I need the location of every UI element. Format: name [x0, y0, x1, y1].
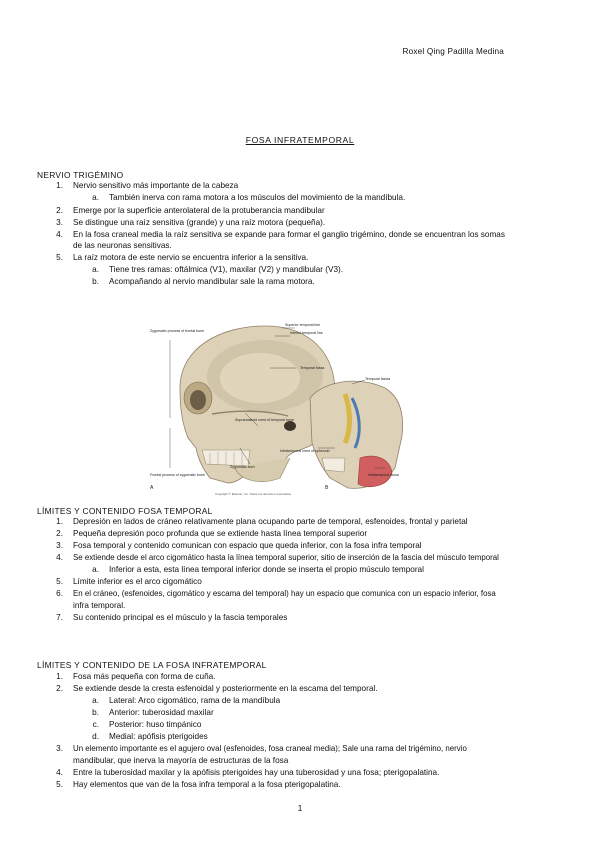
label-superior-temporal-line: Superior temporal line [285, 323, 321, 327]
item-text: En la fosa craneal media la raíz sensitiva se expande para formar el ganglio trigémino, donde se encuentran los somas [73, 230, 505, 239]
page-number: 1 [297, 804, 303, 813]
item-text: Entre la tuberosidad maxilar y la apófisis pterigoides hay una tuberosidad y una fosa; pterigopalatina. [73, 768, 440, 777]
label-inferior-temporal-line: Inferior temporal line [290, 331, 323, 335]
document-title: FOSA INFRATEMPORAL [245, 135, 355, 145]
subitem-text: Inferior a esta, esta línea temporal inferior donde se inserta el propio músculo temporal [109, 565, 424, 574]
item-number: 5. [56, 577, 63, 586]
subitem-text: Anterior: tuberosidad maxilar [109, 708, 214, 717]
label-panel-b: B [325, 485, 329, 491]
item-number: 5. [56, 780, 63, 789]
skull-temporal-fossa-figure [140, 318, 405, 498]
label-zygomatic-arch: Zygomatic arch [230, 465, 255, 469]
subitem-text: También inerva con rama motora a los músculos del movimiento de la mandíbula. [109, 193, 406, 202]
item-text: Emerge por la superficie anterolateral de la protuberancia mandibular [73, 206, 325, 215]
item-text: Fosa temporal y contenido comunican con espacio que queda inferior, con la fosa infra temporal [73, 541, 422, 550]
item-number: 1. [56, 517, 63, 526]
item-number: 2. [56, 529, 63, 538]
item-number: 3. [56, 541, 63, 550]
item-text: Se distingue una raíz sensitiva (grande) y una raíz motora (pequeña). [73, 218, 326, 227]
item-text: Nervio sensitivo más importante de la cabeza [73, 181, 239, 190]
item-number: 1. [56, 672, 63, 681]
label-supramastoid-crest: Supramastoid crest of temporal bone [235, 418, 294, 422]
item-number: 2. [56, 684, 63, 693]
item-text: infra temporal. [73, 601, 126, 610]
subitem-text: Lateral: Arco cigomático, rama de la mandíbula [109, 696, 281, 705]
subitem-letter: a. [92, 565, 99, 574]
item-number: 3. [56, 744, 63, 753]
item-text: Un elemento importante es el agujero oval (esfenoides, fosa craneal media); Sale una rama del trigémino, nervio [73, 744, 467, 753]
item-number: 4. [56, 553, 63, 562]
item-text: Límite inferior es el arco cigomático [73, 577, 202, 586]
section-heading-fosa-infratemporal: LÍMITES Y CONTENIDO DE LA FOSA INFRATEMPORAL [37, 660, 267, 670]
item-text: de las neuronas sensitivas. [73, 241, 172, 250]
subitem-text: Acompañando al nervio mandibular sale la rama motora. [109, 277, 315, 286]
subitem-letter: a. [92, 193, 99, 202]
section-heading-fosa-temporal: LÍMITES Y CONTENIDO FOSA TEMPORAL [37, 506, 213, 516]
label-temporal-fossa: Temporal fossa [300, 366, 325, 370]
item-text: Se extiende desde el arco cigomático hasta la línea temporal superior, sitio de inserción de la fascia del músculo temporal [73, 553, 499, 562]
label-infratemporal-crest: Infratemporal crest of sphenoid [280, 449, 330, 453]
author-name: Roxel Qing Padilla Medina [402, 47, 504, 56]
subitem-letter: a. [92, 696, 99, 705]
item-text: En el cráneo, (esfenoides, cigomático y escama del temporal) hay un espacio que comunica con un espacio inferior, fosa [73, 589, 496, 598]
subitem-letter: d. [92, 732, 99, 741]
subitem-letter: b. [92, 708, 99, 717]
label-panel-a: A [150, 485, 154, 491]
item-text: Su contenido principal es el músculo y la fascia temporales [73, 613, 288, 622]
label-infratemporal-fossa: Infratemporal fossa [368, 473, 399, 477]
item-text: Fosa más pequeña con forma de cuña. [73, 672, 216, 681]
item-number: 2. [56, 206, 63, 215]
label-temporal-fascia: Temporal fascia [365, 377, 391, 381]
item-text: Se extiende desde la cresta esfenoidal y posteriormente en la escama del temporal. [73, 684, 378, 693]
subitem-text: Medial: apófisis pterigoides [109, 732, 208, 741]
item-text: Pequeña depresión poco profunda que se extiende hasta línea temporal superior [73, 529, 368, 538]
item-number: 4. [56, 230, 63, 239]
item-number: 3. [56, 218, 63, 227]
item-number: 5. [56, 253, 63, 262]
item-text: Depresión en lados de cráneo relativamente plana ocupando parte de temporal, esfenoides, frontal y parietal [73, 517, 468, 526]
item-text: La raíz motora de este nervio se encuentra inferior a la sensitiva. [73, 253, 309, 262]
figure-caption: Copyright © Elsevier, Inc. Todos los derechos reservados [215, 492, 292, 496]
item-number: 7. [56, 613, 63, 622]
item-number: 1. [56, 181, 63, 190]
subitem-text: Posterior: huso timpánico [109, 720, 202, 729]
item-text: Hay elementos que van de la fosa infra temporal a la fosa pterigopalatina. [73, 780, 341, 789]
item-number: 6. [56, 589, 63, 598]
subitem-letter: b. [92, 277, 99, 286]
label-zygomatic-process: Zygomatic process of frontal bone [150, 329, 205, 333]
label-frontal-process: Frontal process of zygomatic bone [150, 473, 205, 477]
subitem-text: Tiene tres ramas: oftálmica (V1), maxilar (V2) y mandibular (V3). [109, 265, 344, 274]
section-heading-trigemino: NERVIO TRIGÉMINO [37, 170, 124, 180]
item-text: mandibular, que inerva la mayoría de estructuras de la fosa [73, 756, 289, 765]
subitem-letter: a. [92, 265, 99, 274]
item-number: 4. [56, 768, 63, 777]
subitem-letter: c. [92, 720, 99, 729]
